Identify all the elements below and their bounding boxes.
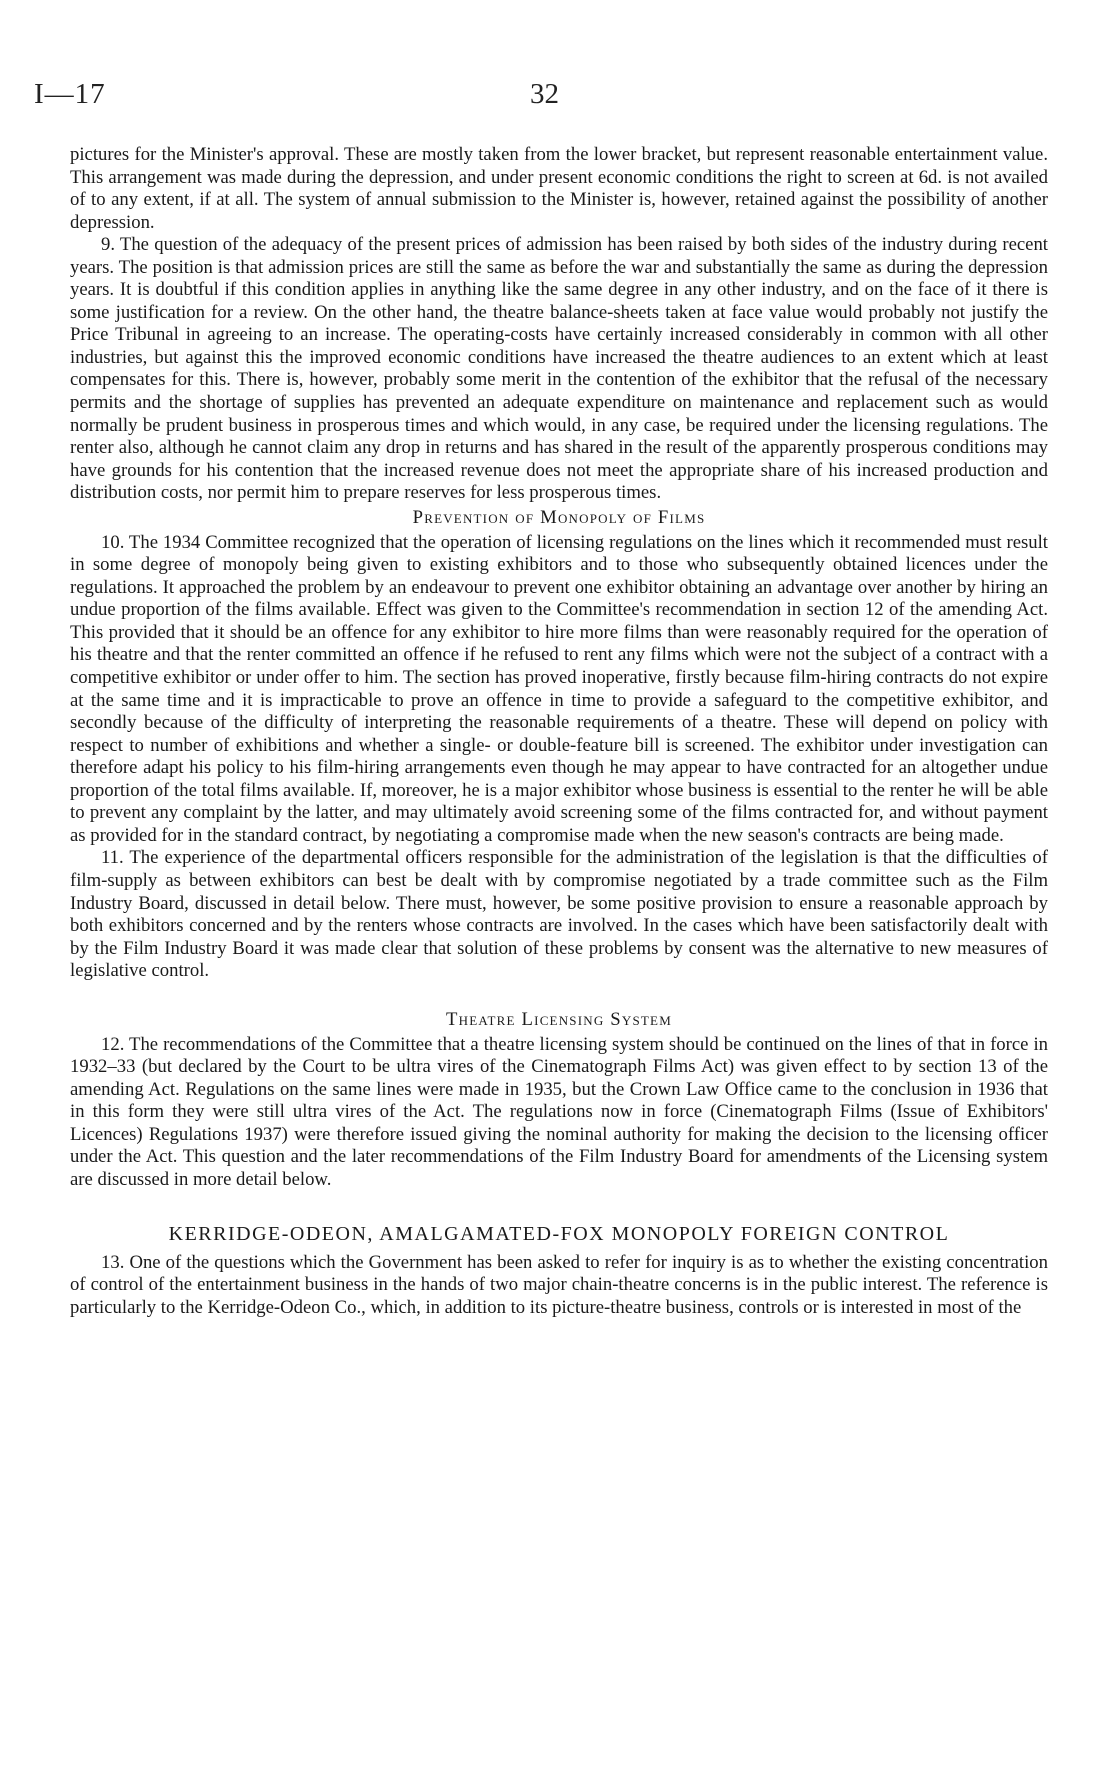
paragraph-11: 11. The experience of the departmental officers responsible for the administration of the legislation is that the difficulties of film-supply as between exhibitors can best be dealt with by compromise negotiated by a trade committee such as the Film Industry Board, discussed in detail below. There must, however, be some positive provision to ensure a reasonable approach by both exhibitors concerned and by the renters whose contracts are involved. In the cases which have been satisfactorily dealt with by the Film Industry Board it was made clear that solution of these problems by consent was the alternative to new measures of legislative control.	[70, 847, 1048, 982]
paragraph-10: 10. The 1934 Committee recognized that the operation of licensing regulations on the lines which it recommended must result in some degree of monopoly being given to existing exhibitors and to those who subsequently obtained licences under the regulations. It approached the problem by an endeavour to prevent one exhibitor obtaining an advantage over another by hiring an undue proportion of the films available. Effect was given to the Committee's recommendation in section 12 of the amending Act. This provided that it should be an offence for any exhibitor to hire more films than were reasonably required for the operation of his theatre and that the renter committed an offence if he refused to rent any films which were not the subject of a contract with a competitive exhibitor or under offer to him. The section has proved inoperative, firstly because film-hiring contracts do not expire at the same time and it is impracticable to prove an offence in time to provide a safeguard to the competitive exhibitor, and secondly because of the difficulty of interpreting the reasonable requirements of a theatre. These will depend on policy with respect to number of exhibitions and whether a single- or double-feature bill is screened. The exhibitor under investigation can therefore adapt his policy to his film-hiring arrangements even though he may appear to have contracted for an altogether undue proportion of the total films available. If, moreover, he is a major exhibitor whose business is essential to the renter he will be able to prevent any complaint by the latter, and may ultimately avoid screening some of the films contracted for, and without payment as provided for in the standard contract, by negotiating a compromise made when the new season's contracts are being made.	[70, 531, 1048, 846]
section-heading-licensing: Theatre Licensing System	[446, 1008, 672, 1030]
paragraph-12: 12. The recommendations of the Committee that a theatre licensing system should be continued on the lines of that in force in 1932–33 (but declared by the Court to be ultra vires of the Cinematograph Films Act) was given effect to by section 13 of the amending Act. Regulations on the same lines were made in 1935, but the Crown Law Office came to the conclusion in 1936 that in this form they were still ultra vires of the Act. The regulations now in force (Cinematograph Films (Issue of Exhibitors' Licences) Regulations 1937) were therefore issued giving the nominal authority for making the decision to the licensing officer under the Act. This question and the later recommendations of the Film Industry Board for amendments of the Licensing system are discussed in more detail below.	[70, 1033, 1048, 1190]
section-heading-kerridge-odeon: KERRIDGE-ODEON, AMALGAMATED-FOX MONOPOLY FOREIGN CONTROL	[168, 1222, 950, 1245]
page-header	[34, 78, 1054, 118]
page-number: 32	[530, 78, 559, 110]
body-text	[70, 144, 1048, 1319]
paragraph-13: 13. One of the questions which the Government has been asked to refer for inquiry is as to whether the existing concentration of control of the entertainment business in the hands of two major chain-theatre concerns is in the public interest. The reference is particularly to the Kerridge-Odeon Co., which, in addition to its picture-theatre business, controls or is interested in most of the	[70, 1251, 1048, 1318]
paragraph-9: 9. The question of the adequacy of the present prices of admission has been raised by both sides of the industry during recent years. The position is that admission prices are still the same as before the war and substantially the same as during the depression years. It is doubtful if this condition applies in anything like the same degree in any other industry, and on the face of it there is some justification for a review. On the other hand, the theatre balance-sheets taken at face value would probably not justify the Price Tribunal in agreeing to an increase. The operating-costs have certainly increased considerably in common with all other industries, but against this the improved economic conditions have increased the theatre audiences to an extent which at least compensates for this. There is, however, probably some merit in the contention of the exhibitor that the refusal of the necessary permits and the shortage of supplies has prevented an adequate expenditure on maintenance and replacement such as would normally be prudent business in prosperous times and which would, in any case, be required under the licensing regulations. The renter also, although he cannot claim any drop in returns and has shared in the result of the apparently prosperous conditions may have grounds for his contention that the increased revenue does not meet the appropriate share of his increased production and distribution costs, nor permit him to prepare reserves for less prosperous times.	[70, 234, 1048, 504]
paragraph-intro: pictures for the Minister's approval. These are mostly taken from the lower bracket, but represent reasonable entertainment value. This arrangement was made during the depression, and under present economic conditions the right to screen at 6d. is not availed of to any extent, if at all. The system of annual submission to the Minister is, however, retained against the possibility of another depression.	[70, 144, 1048, 233]
section-heading-prevention: Prevention of Monopoly of Films	[412, 506, 706, 528]
document-reference: I—17	[34, 78, 106, 110]
